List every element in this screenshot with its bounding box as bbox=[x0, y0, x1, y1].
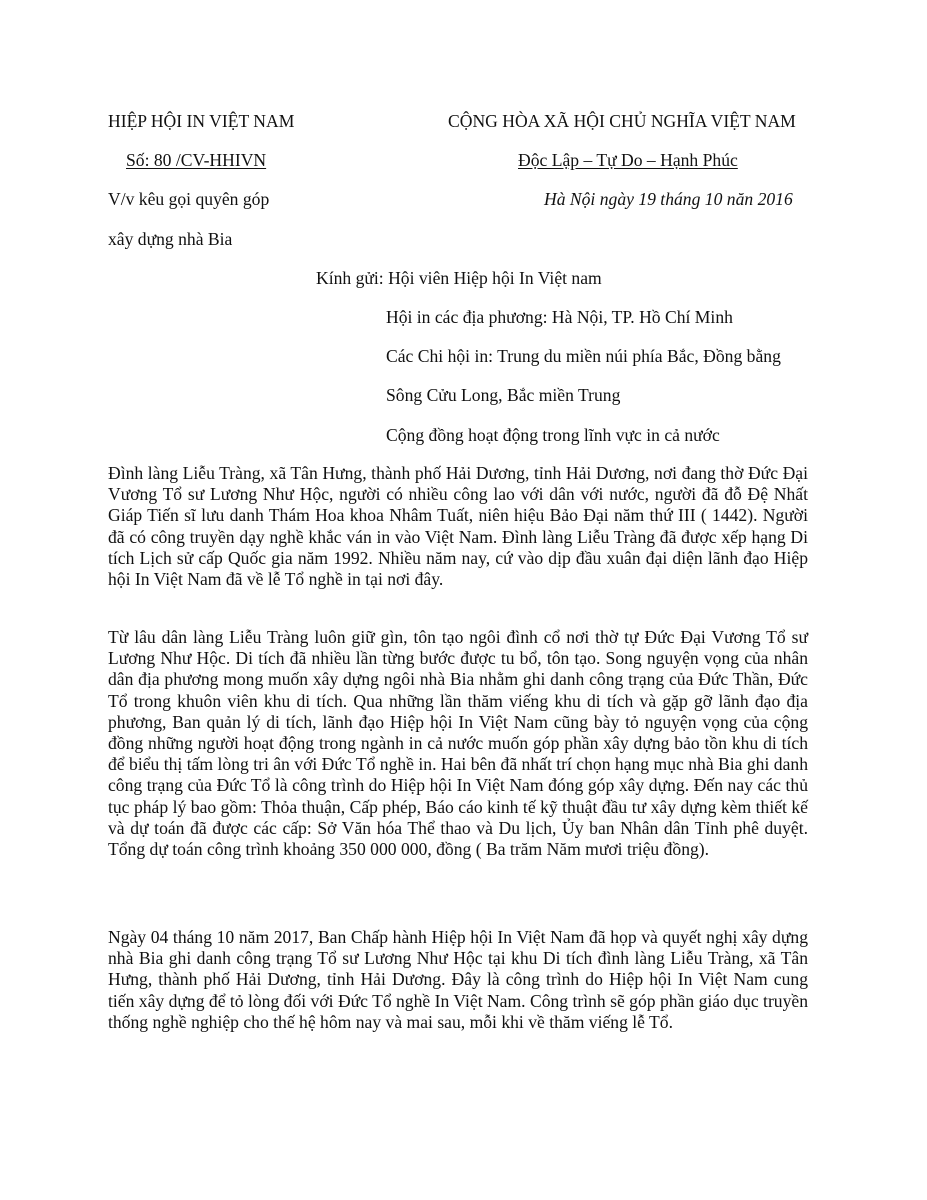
recipient-line-4: Sông Cửu Long, Bắc miền Trung bbox=[386, 385, 621, 405]
republic-heading: CỘNG HÒA XÃ HỘI CHỦ NGHĨA VIỆT NAM bbox=[448, 111, 796, 131]
recipient-line-3: Các Chi hội in: Trung du miền núi phía Bắc, Đồng bằng bbox=[386, 346, 781, 366]
body-paragraph-2: Từ lâu dân làng Liễu Tràng luôn giữ gìn, tôn tạo ngôi đình cổ nơi thờ tự Đức Đại Vương Tổ sư Lương Như Hộc. Di tích đã nhiều lần từng bước được tu bổ, tôn tạo. Song nguyện vọng của nhân dân địa phương mong muốn xây dựng ngôi nhà Bia nhằm ghi danh công trạng của Đức Thần, Đức Tổ trong khuôn viên khu di tích. Qua những lần thăm viếng khu di tích và gặp gỡ lãnh đạo địa phương, Ban quản lý di tích, lãnh đạo Hiệp hội In Việt Nam cũng bày tỏ nguyện vọng của cộng đồng những người hoạt động trong ngành in cả nước muốn góp phần xây dựng bảo tồn khu di tích để biểu thị tấm lòng tri ân với Đức Tổ nghề in. Hai bên đã nhất trí chọn hạng mục nhà Bia ghi danh công trạng của Đức Tổ là công trình do Hiệp hội In Việt Nam đóng góp xây dựng. Đến nay các thủ tục pháp lý bao gồm: Thỏa thuận, Cấp phép, Báo cáo kinh tế kỹ thuật đầu tư xây dựng kèm thiết kế và dự toán đã được các cấp: Sở Văn hóa Thể thao và Du lịch, Ủy ban Nhân dân Tỉnh phê duyệt. Tổng dự toán công trình khoảng 350 000 000, đồng ( Ba trăm Năm mươi triệu đồng). bbox=[108, 627, 808, 860]
document-number: Số: 80 /CV-HHIVN bbox=[126, 150, 267, 170]
body-paragraph-1: Đình làng Liễu Tràng, xã Tân Hưng, thành phố Hải Dương, tỉnh Hải Dương, nơi đang thờ Đức Đại Vương Tổ sư Lương Như Hộc, người có nhiều công lao với dân với nước, người đã đỗ Đệ Nhất Giáp Tiến sĩ lưu danh Thám Hoa khoa Nhâm Tuất, niên hiệu Bảo Đại năm thứ III ( 1442). Người đã có công truyền dạy nghề khắc ván in vào Việt Nam. Đình làng Liễu Tràng đã được xếp hạng Di tích Lịch sử cấp Quốc gia năm 1992. Nhiều năm nay, cứ vào dịp đầu xuân đại diện lãnh đạo Hiệp hội In Việt Nam đã về lễ Tổ nghề in tại nơi đây. bbox=[108, 463, 808, 590]
body-paragraph-3: Ngày 04 tháng 10 năm 2017, Ban Chấp hành Hiệp hội In Việt Nam đã họp và quyết nghị xây dựng nhà Bia ghi danh công trạng Tổ sư Lương Như Hộc tại khu Di tích đình làng Liễu Tràng, xã Tân Hưng, thành phố Hải Dương, tỉnh Hải Dương. Đây là công trình do Hiệp hội In Việt Nam cung tiến xây dựng để tỏ lòng đối với Đức Tổ nghề In Việt Nam. Công trình sẽ góp phần giáo dục truyền thống nghề nghiệp cho thế hệ hôm nay và mai sau, mỗi khi về thăm viếng lễ Tổ. bbox=[108, 927, 809, 1032]
subject-line-1: V/v kêu gọi quyên góp bbox=[108, 189, 270, 209]
subject-line-2: xây dựng nhà Bia bbox=[108, 229, 233, 249]
organization-name: HIỆP HỘI IN VIỆT NAM bbox=[108, 111, 295, 131]
recipient-line-1: Kính gửi: Hội viên Hiệp hội In Việt nam bbox=[316, 268, 602, 288]
recipient-line-2: Hội in các địa phương: Hà Nội, TP. Hồ Chí Minh bbox=[386, 307, 733, 327]
date-line: Hà Nội ngày 19 tháng 10 năn 2016 bbox=[544, 189, 793, 209]
national-motto: Độc Lập – Tự Do – Hạnh Phúc bbox=[518, 150, 738, 170]
recipient-line-5: Cộng đồng hoạt động trong lĩnh vực in cả nước bbox=[386, 425, 720, 445]
